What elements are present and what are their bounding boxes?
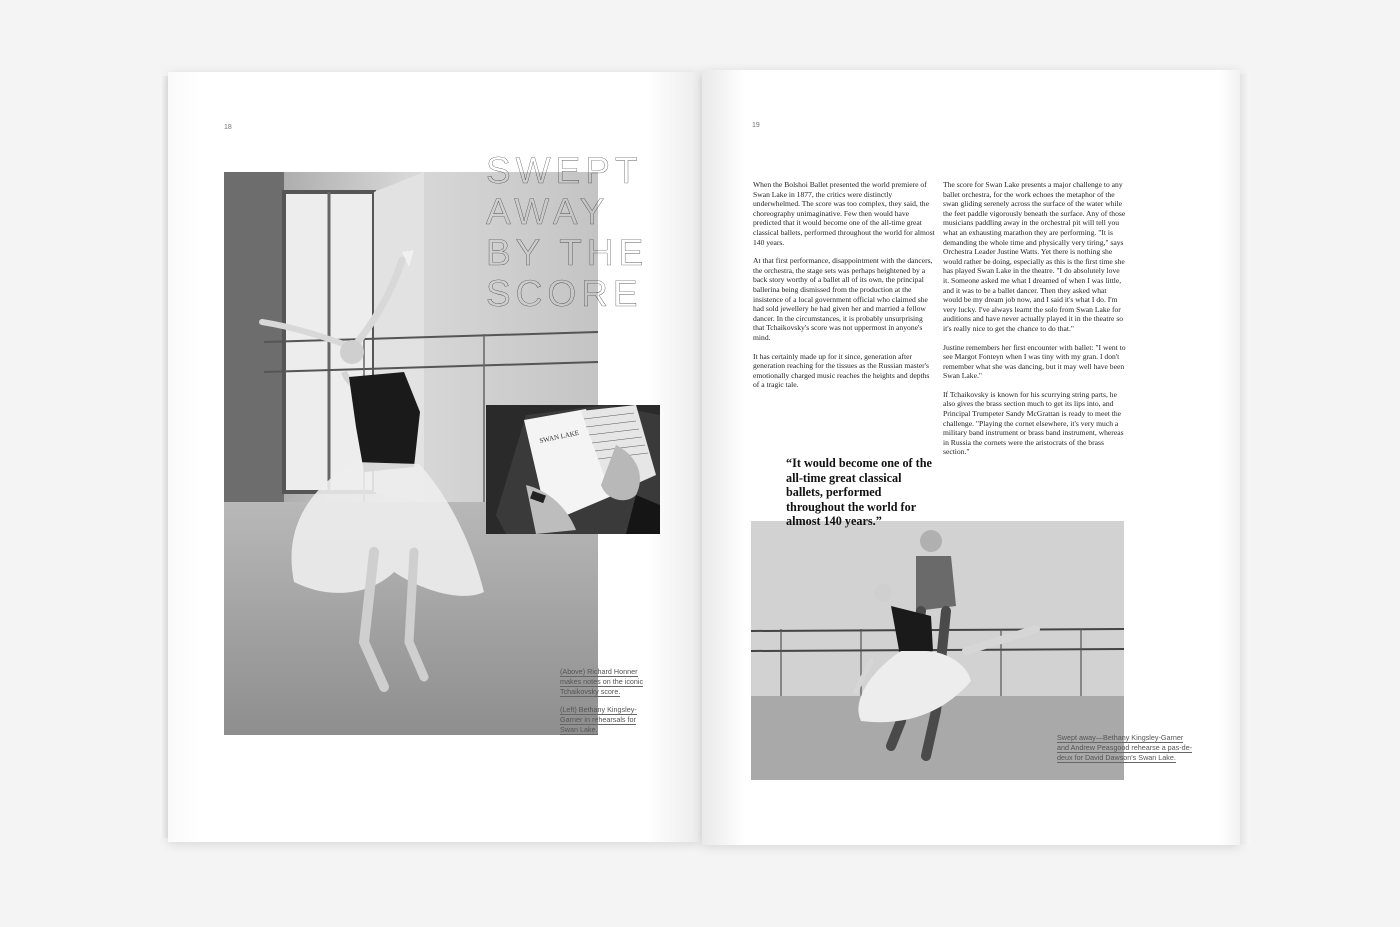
title-line-3: BY THE [486, 232, 649, 273]
left-captions [560, 667, 646, 743]
title-line-4: SCORE [486, 273, 643, 314]
paragraph: At that first performance, disappointment with the dancers, the orchestra, the stage sets was perhaps heightened by a back story worthy of a ballet all of its own, the principal ballerina being dismissed from the production at the insistence of a local government official who claimed she had sold jewellery he had given her and married a fellow dancer. In the circumstances, it is probably unsurprising that Tchaikovsky's score was not uppermost in anyone's mind. [753, 256, 933, 342]
paragraph: The score for Swan Lake presents a major challenge to any ballet orchestra, for the work echoes the metaphor of the swan gliding serenely across the surface of the water while the feet paddle vigorously beneath the surface. Any of those musicians paddling away in the orchestral pit will tell you what an exhausting marathon they are performing. "It is demanding the whole time and physically very tiring," says Orchestra Leader Justine Watts. Yet there is nothing she would rather be doing, especially as this is the first time she has played Swan Lake in the theatre. "I do absolutely love it. Someone asked me what I dreamed of when I was little, and it was to be a ballet dancer. Then they asked what would be my dream job now, and I said it's what I do. I'm very lucky. I've always learnt the solo from Swan Lake for auditions and have never actually played it in the theatre so it's really nice to get the chance to do that." [943, 180, 1126, 333]
page-number-left: 18 [224, 124, 232, 131]
pull-quote: “It would become one of the all-time great classical ballets, performed throughout the world for almost 140 years.” [786, 456, 932, 529]
right-caption-block [1057, 733, 1197, 771]
paragraph: Justine remembers her first encounter with ballet: "I went to see Margot Fonteyn when I was tiny with my gran. I don't remember what she was dancing, but it may well have been Swan Lake." [943, 342, 1126, 381]
left-page-edge [160, 76, 168, 838]
paragraph: It has certainly made up for it since, generation after generation reaching for the tissues as the Russian master's emotionally charged music reaches the heights and depths of a tragic tale. [753, 351, 930, 390]
page-number-right: 19 [752, 122, 760, 129]
body-column-2 [943, 180, 1126, 466]
title-line-1: SWEPT [486, 150, 643, 191]
title-line-2: AWAY [486, 191, 610, 232]
right-page-edge [1240, 74, 1250, 844]
score-cover-title: SWAN LAKE [538, 428, 580, 445]
caption-left: (Left) Bethany Kingsley-Garner in rehearsals for Swan Lake. [560, 705, 637, 734]
paragraph: When the Bolshoi Ballet presented the world premiere of Swan Lake in 1877, the critics were distinctly underwhelmed. The score was too complex, they said, the choreography unimaginative. Few then would have predicted that it would become one of the all-time great classical ballets, performed throughout the world for almost 140 years. [753, 180, 935, 247]
body-column-1 [753, 180, 936, 399]
paragraph: If Tchaikovsky is known for his scurrying string parts, he also gives the brass section much to get its lips into, and Principal Trumpeter Sandy McGrattan is ready to meet the challenge. "Playing the cornet elsewhere, it's very much a military band instrument or brass band instrument, whereas in Russia the cornets were the aristocrats of the brass section." [943, 389, 1124, 457]
article-title [486, 150, 648, 314]
caption-pas-de-deux: Swept away—Bethany Kingsley-Garner and Andrew Peasgood rehearse a pas-de-deux for David Dawson's Swan Lake. [1057, 733, 1193, 762]
score-notes-photo [486, 405, 660, 534]
caption-above: (Above) Richard Honner makes notes on the iconic Tchaikovsky score. [560, 667, 644, 696]
